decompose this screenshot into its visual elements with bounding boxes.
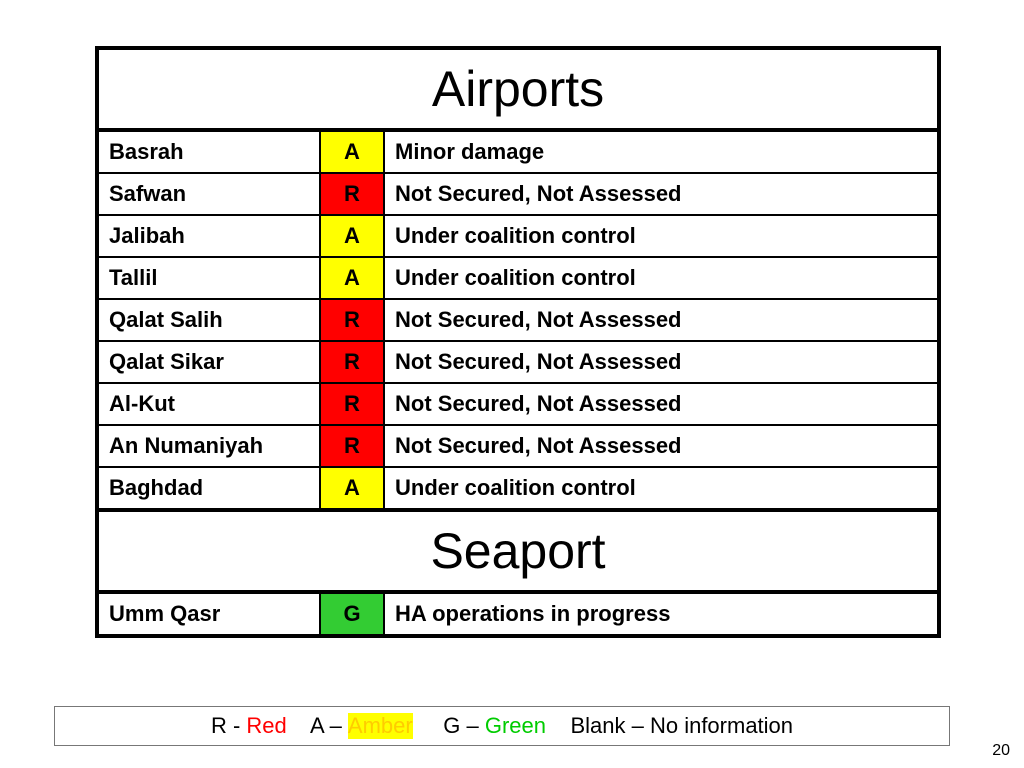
table-row: [97, 173, 939, 215]
seaport-title: Seaport: [97, 510, 939, 592]
airport-name: Tallil: [97, 257, 320, 299]
status-description: Not Secured, Not Assessed: [384, 173, 939, 215]
status-cell: A: [320, 467, 384, 510]
status-description: Not Secured, Not Assessed: [384, 425, 939, 467]
status-cell: R: [320, 173, 384, 215]
legend-green-label: Green: [484, 713, 547, 738]
table-row: [97, 299, 939, 341]
airport-name: An Numaniyah: [97, 425, 320, 467]
legend-amber-label: Amber: [347, 713, 413, 738]
table-row: [97, 467, 939, 510]
table-row: [97, 425, 939, 467]
airport-name: Baghdad: [97, 467, 320, 510]
status-description: Not Secured, Not Assessed: [384, 341, 939, 383]
page-number: 20: [992, 742, 1010, 759]
status-cell: R: [320, 425, 384, 467]
status-cell: G: [320, 592, 384, 636]
legend-red-label: Red: [246, 713, 287, 738]
status-description: Under coalition control: [384, 257, 939, 299]
table-row: [97, 257, 939, 299]
table-row: [97, 130, 939, 173]
table-row: [97, 592, 939, 636]
airport-name: Jalibah: [97, 215, 320, 257]
status-description: Under coalition control: [384, 467, 939, 510]
airport-name: Al-Kut: [97, 383, 320, 425]
status-description: HA operations in progress: [384, 592, 939, 636]
table-row: [97, 215, 939, 257]
status-cell: R: [320, 341, 384, 383]
status-description: Under coalition control: [384, 215, 939, 257]
status-description: Not Secured, Not Assessed: [384, 383, 939, 425]
airport-name: Qalat Salih: [97, 299, 320, 341]
status-cell: A: [320, 130, 384, 173]
airport-name: Qalat Sikar: [97, 341, 320, 383]
status-cell: A: [320, 257, 384, 299]
status-cell: R: [320, 383, 384, 425]
legend-green-prefix: G –: [412, 713, 485, 738]
status-cell: R: [320, 299, 384, 341]
airport-name: Basrah: [97, 130, 320, 173]
status-description: Minor damage: [384, 130, 939, 173]
seaport-name: Umm Qasr: [97, 592, 320, 636]
legend-blank-label: Blank – No information: [546, 713, 794, 738]
airports-title: Airports: [97, 48, 939, 130]
status-description: Not Secured, Not Assessed: [384, 299, 939, 341]
table-row: [97, 383, 939, 425]
legend-amber-prefix: A –: [286, 713, 348, 738]
status-cell: A: [320, 215, 384, 257]
airport-name: Safwan: [97, 173, 320, 215]
legend-red-prefix: R -: [210, 713, 247, 738]
status-legend: [54, 706, 950, 746]
status-table: [95, 46, 941, 638]
table-row: [97, 341, 939, 383]
